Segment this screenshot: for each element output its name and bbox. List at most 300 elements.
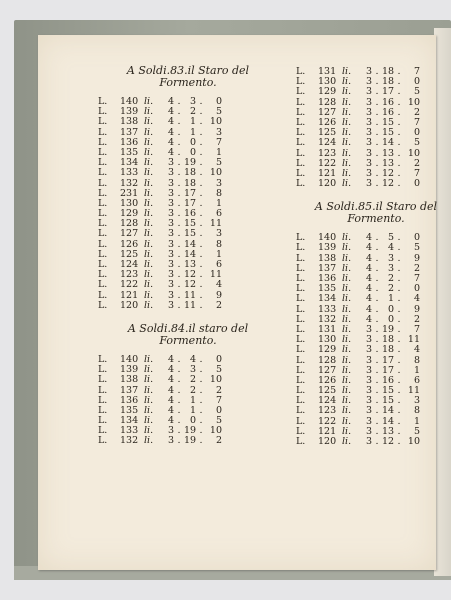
row-cell: 4 xyxy=(365,262,372,274)
row-cell: 8 xyxy=(413,405,420,417)
row-cell: 127 xyxy=(120,228,139,240)
separator-dot: . xyxy=(397,157,401,169)
separator-dot: . xyxy=(375,137,379,149)
row-cell: L. xyxy=(98,384,108,396)
separator-dot: . xyxy=(375,273,379,284)
separator-dot: . xyxy=(177,146,181,158)
separator-dot: . xyxy=(177,228,181,240)
row-cell: 17 xyxy=(382,364,395,376)
separator-dot: . xyxy=(199,269,203,281)
row-cell: 120 xyxy=(120,299,139,311)
row-cell: 121 xyxy=(318,425,337,437)
separator-dot: . xyxy=(199,126,203,138)
row-cell: 3 xyxy=(365,425,372,437)
row-cell: 4 xyxy=(365,252,372,264)
row-cell: 3 xyxy=(167,299,174,311)
row-cell: 123 xyxy=(318,147,337,159)
row-cell: 7 xyxy=(413,323,420,335)
separator-dot: . xyxy=(199,394,203,406)
row-cell: 2 xyxy=(215,384,222,396)
table-section xyxy=(296,67,451,189)
row-cell: L. xyxy=(296,106,306,118)
separator-dot: . xyxy=(199,197,203,209)
row-cell: 0 xyxy=(413,76,420,88)
separator-dot: . xyxy=(177,404,181,416)
separator-dot: . xyxy=(177,384,181,396)
row-cell: 2 xyxy=(413,157,420,169)
row-cell: 129 xyxy=(120,208,139,220)
row-cell: 17 xyxy=(184,197,197,209)
separator-dot: . xyxy=(397,232,401,244)
separator-dot: . xyxy=(177,435,181,447)
separator-dot: . xyxy=(375,415,379,427)
separator-dot: . xyxy=(397,323,401,335)
row-cell: 128 xyxy=(318,354,337,366)
row-cell: 15 xyxy=(382,395,395,407)
row-cell: li. xyxy=(144,364,154,376)
row-cell: 134 xyxy=(318,293,337,305)
separator-dot: . xyxy=(375,344,379,356)
row-cell: 14 xyxy=(184,238,197,250)
row-cell: 3 xyxy=(365,405,372,417)
row-cell: 7 xyxy=(215,136,222,148)
row-cell: 3 xyxy=(167,218,174,230)
row-cell: 130 xyxy=(318,76,337,88)
row-cell: L. xyxy=(98,177,108,189)
row-cell: L. xyxy=(98,269,108,281)
heading-line: Formento. xyxy=(159,76,217,89)
row-cell: li. xyxy=(144,228,154,240)
row-cell: 0 xyxy=(413,178,420,190)
row-cell: 4 xyxy=(413,344,420,356)
row-cell: 2 xyxy=(413,262,420,274)
row-cell: li. xyxy=(342,405,352,417)
row-cell: 3 xyxy=(167,248,174,260)
row-cell: L. xyxy=(98,197,108,209)
row-cell: 3 xyxy=(215,177,222,189)
separator-dot: . xyxy=(199,435,203,447)
row-cell: 134 xyxy=(120,415,139,427)
separator-dot: . xyxy=(177,197,181,209)
row-cell: L. xyxy=(98,136,108,148)
row-cell: 3 xyxy=(167,238,174,250)
separator-dot: . xyxy=(375,334,379,346)
row-cell: 231 xyxy=(120,187,139,199)
row-cell: L. xyxy=(296,157,306,169)
row-cell: 12 xyxy=(382,178,395,190)
row-cell: L. xyxy=(98,279,108,291)
row-cell: L. xyxy=(296,323,306,335)
row-cell: 124 xyxy=(120,259,139,270)
separator-dot: . xyxy=(397,313,401,325)
row-cell: 3 xyxy=(365,106,372,118)
row-cell: 10 xyxy=(407,147,420,159)
row-cell: L. xyxy=(98,435,108,447)
row-cell: 120 xyxy=(318,178,337,190)
row-cell: li. xyxy=(144,136,154,148)
separator-dot: . xyxy=(397,283,401,295)
row-cell: L. xyxy=(98,126,108,138)
row-cell: 4 xyxy=(167,415,174,427)
row-cell: 3 xyxy=(365,374,372,386)
row-cell: li. xyxy=(342,96,352,108)
row-cell: 138 xyxy=(120,116,139,128)
row-cell: li. xyxy=(342,344,352,356)
separator-dot: . xyxy=(199,289,203,301)
row-cell: 15 xyxy=(184,228,197,240)
row-cell: L. xyxy=(296,395,306,407)
row-cell: L. xyxy=(98,218,108,230)
row-cell: L. xyxy=(296,76,306,88)
row-cell: 4 xyxy=(387,242,394,254)
row-cell: 10 xyxy=(209,374,222,386)
row-cell: 1 xyxy=(189,116,196,128)
row-cell: L. xyxy=(296,178,306,190)
row-cell: 132 xyxy=(120,435,139,447)
row-cell: 3 xyxy=(167,177,174,189)
row-cell: li. xyxy=(342,273,352,284)
row-cell: 137 xyxy=(318,262,337,274)
heading-line: A Soldi.85.il Staro del xyxy=(314,200,438,214)
row-cell: 3 xyxy=(387,262,394,274)
row-cell: 11 xyxy=(407,334,420,346)
row-cell: 5 xyxy=(215,157,222,169)
row-cell: 11 xyxy=(209,218,222,230)
row-cell: 4 xyxy=(167,374,174,386)
separator-dot: . xyxy=(375,405,379,417)
row-cell: 4 xyxy=(167,404,174,416)
row-cell: 0 xyxy=(387,303,394,315)
row-cell: 14 xyxy=(382,405,395,417)
row-cell: 127 xyxy=(318,106,337,118)
row-cell: 5 xyxy=(215,415,222,427)
separator-dot: . xyxy=(177,299,181,311)
separator-dot: . xyxy=(199,167,203,179)
left-column xyxy=(98,65,278,447)
row-cell: 3 xyxy=(167,425,174,437)
row-cell: L. xyxy=(98,187,108,199)
row-cell: 0 xyxy=(413,127,420,139)
row-cell: L. xyxy=(296,242,306,254)
separator-dot: . xyxy=(375,354,379,366)
table-row xyxy=(296,437,451,447)
separator-dot: . xyxy=(375,66,379,77)
table-row xyxy=(296,179,451,189)
separator-dot: . xyxy=(375,436,379,447)
row-cell: li. xyxy=(342,436,352,447)
row-cell: 139 xyxy=(120,364,139,376)
separator-dot: . xyxy=(375,364,379,376)
row-cell: L. xyxy=(98,299,108,311)
row-cell: L. xyxy=(98,248,108,260)
row-cell: li. xyxy=(144,106,154,118)
row-cell: 121 xyxy=(318,167,337,179)
row-cell: 125 xyxy=(120,248,139,260)
row-cell: li. xyxy=(342,252,352,264)
row-cell: L. xyxy=(296,66,306,77)
separator-dot: . xyxy=(177,353,181,365)
row-cell: li. xyxy=(144,187,154,199)
row-cell: 4 xyxy=(167,106,174,118)
row-cell: 3 xyxy=(365,157,372,169)
row-cell: 7 xyxy=(413,167,420,179)
heading-line: A Soldi.84.il staro del xyxy=(127,321,249,335)
row-cell: L. xyxy=(296,273,306,284)
separator-dot: . xyxy=(397,127,401,139)
row-cell: 4 xyxy=(365,232,372,244)
table-row xyxy=(98,436,278,446)
row-cell: 1 xyxy=(215,248,222,260)
heading-line: A Soldi.83.il Staro del xyxy=(126,64,250,77)
row-cell: 1 xyxy=(215,197,222,209)
row-cell: 7 xyxy=(215,394,222,406)
row-cell: 123 xyxy=(120,269,139,281)
separator-dot: . xyxy=(199,218,203,230)
separator-dot: . xyxy=(199,177,203,189)
row-cell: 8 xyxy=(215,238,222,250)
row-cell: L. xyxy=(98,157,108,169)
row-cell: li. xyxy=(144,384,154,396)
row-cell: 10 xyxy=(209,167,222,179)
row-cell: 3 xyxy=(167,208,174,220)
row-cell: 4 xyxy=(215,279,222,291)
separator-dot: . xyxy=(177,218,181,230)
row-cell: L. xyxy=(98,374,108,386)
separator-dot: . xyxy=(375,127,379,139)
separator-dot: . xyxy=(199,136,203,148)
row-cell: 125 xyxy=(318,385,337,397)
row-cell: 2 xyxy=(215,299,222,311)
row-cell: 3 xyxy=(365,66,372,77)
row-cell: L. xyxy=(98,415,108,427)
row-cell: 122 xyxy=(318,157,337,169)
row-cell: 2 xyxy=(215,435,222,447)
row-cell: L. xyxy=(296,137,306,149)
row-cell: li. xyxy=(144,177,154,189)
row-cell: 8 xyxy=(413,354,420,366)
section-heading xyxy=(98,65,278,89)
separator-dot: . xyxy=(397,436,401,447)
row-cell: 3 xyxy=(167,228,174,240)
row-cell: 15 xyxy=(184,218,197,230)
row-cell: 18 xyxy=(184,167,197,179)
separator-dot: . xyxy=(199,146,203,158)
row-cell: 4 xyxy=(167,116,174,128)
row-cell: li. xyxy=(144,167,154,179)
row-cell: 122 xyxy=(120,279,139,291)
separator-dot: . xyxy=(177,425,181,437)
separator-dot: . xyxy=(397,178,401,190)
row-cell: 5 xyxy=(413,86,420,98)
separator-dot: . xyxy=(199,374,203,386)
row-cell: 7 xyxy=(413,116,420,128)
row-cell: li. xyxy=(342,354,352,366)
separator-dot: . xyxy=(375,313,379,325)
row-cell: 4 xyxy=(365,303,372,315)
separator-dot: . xyxy=(177,177,181,189)
row-cell: 3 xyxy=(167,197,174,209)
row-cell: 4 xyxy=(167,136,174,148)
row-cell: li. xyxy=(144,238,154,250)
row-cell: 10 xyxy=(407,436,420,447)
row-cell: 138 xyxy=(318,252,337,264)
separator-dot: . xyxy=(397,76,401,88)
row-cell: li. xyxy=(144,208,154,220)
row-cell: L. xyxy=(98,116,108,128)
table-section xyxy=(98,65,278,311)
row-cell: li. xyxy=(144,126,154,138)
row-cell: 16 xyxy=(184,208,197,220)
row-cell: L. xyxy=(98,353,108,365)
row-cell: li. xyxy=(342,178,352,190)
row-cell: 3 xyxy=(413,395,420,407)
row-cell: 0 xyxy=(215,353,222,365)
separator-dot: . xyxy=(397,293,401,305)
row-cell: 131 xyxy=(318,323,337,335)
table-section xyxy=(296,201,451,447)
table-row xyxy=(98,375,278,385)
row-cell: li. xyxy=(144,394,154,406)
row-cell: 126 xyxy=(318,116,337,128)
row-cell: 1 xyxy=(189,404,196,416)
separator-dot: . xyxy=(397,167,401,179)
row-cell: 3 xyxy=(365,415,372,427)
row-cell: L. xyxy=(98,289,108,301)
row-cell: 131 xyxy=(318,66,337,77)
separator-dot: . xyxy=(199,187,203,199)
row-cell: li. xyxy=(144,299,154,311)
row-cell: 3 xyxy=(167,167,174,179)
row-cell: L. xyxy=(296,425,306,437)
row-cell: 132 xyxy=(318,313,337,325)
separator-dot: . xyxy=(375,283,379,295)
row-cell: 129 xyxy=(318,344,337,356)
row-cell: 18 xyxy=(382,76,395,88)
row-cell: 128 xyxy=(318,96,337,108)
row-cell: 3 xyxy=(365,364,372,376)
row-cell: 10 xyxy=(209,116,222,128)
row-cell: li. xyxy=(144,404,154,416)
row-cell: 0 xyxy=(215,96,222,107)
separator-dot: . xyxy=(177,106,181,118)
row-cell: 3 xyxy=(167,435,174,447)
separator-dot: . xyxy=(397,252,401,264)
row-cell: 140 xyxy=(120,96,139,107)
row-cell: 19 xyxy=(382,323,395,335)
row-cell: 135 xyxy=(318,283,337,295)
row-cell: 0 xyxy=(215,404,222,416)
row-cell: li. xyxy=(342,167,352,179)
row-cell: 1 xyxy=(413,415,420,427)
row-cell: 122 xyxy=(318,415,337,427)
row-cell: 3 xyxy=(365,116,372,128)
row-cell: 125 xyxy=(318,127,337,139)
row-cell: 5 xyxy=(215,106,222,118)
row-cell: L. xyxy=(296,313,306,325)
row-cell: 5 xyxy=(413,425,420,437)
separator-dot: . xyxy=(375,232,379,244)
row-cell: L. xyxy=(296,147,306,159)
row-cell: 124 xyxy=(318,137,337,149)
row-cell: 140 xyxy=(120,353,139,365)
row-cell: L. xyxy=(98,394,108,406)
row-cell: li. xyxy=(342,425,352,437)
row-cell: 2 xyxy=(189,374,196,386)
row-cell: 12 xyxy=(382,167,395,179)
separator-dot: . xyxy=(199,384,203,396)
row-cell: 5 xyxy=(387,232,394,244)
row-cell: 14 xyxy=(382,137,395,149)
row-cell: L. xyxy=(98,259,108,270)
row-cell: 3 xyxy=(365,147,372,159)
row-cell: li. xyxy=(342,313,352,325)
row-cell: 4 xyxy=(189,353,196,365)
row-cell: 3 xyxy=(167,279,174,291)
row-cell: li. xyxy=(144,289,154,301)
row-cell: 134 xyxy=(120,157,139,169)
heading-line: Formento. xyxy=(159,333,217,347)
row-cell: 1 xyxy=(189,126,196,138)
row-cell: 2 xyxy=(189,106,196,118)
separator-dot: . xyxy=(375,385,379,397)
separator-dot: . xyxy=(397,273,401,284)
row-cell: 3 xyxy=(365,96,372,108)
separator-dot: . xyxy=(375,262,379,274)
row-cell: 124 xyxy=(318,395,337,407)
row-cell: 0 xyxy=(189,415,196,427)
row-cell: li. xyxy=(342,323,352,335)
section-heading xyxy=(296,201,451,225)
row-cell: L. xyxy=(296,344,306,356)
separator-dot: . xyxy=(397,405,401,417)
row-cell: L. xyxy=(98,167,108,179)
row-cell: 3 xyxy=(365,344,372,356)
row-cell: li. xyxy=(342,76,352,88)
separator-dot: . xyxy=(199,208,203,220)
row-cell: 9 xyxy=(215,289,222,301)
row-cell: li. xyxy=(342,334,352,346)
row-cell: 4 xyxy=(167,126,174,138)
heading-line: Formento. xyxy=(347,212,405,226)
row-cell: 2 xyxy=(387,283,394,295)
row-cell: 17 xyxy=(382,354,395,366)
separator-dot: . xyxy=(177,248,181,260)
separator-dot: . xyxy=(397,116,401,128)
right-column xyxy=(296,67,451,447)
separator-dot: . xyxy=(177,415,181,427)
row-cell: 8 xyxy=(215,187,222,199)
row-cell: li. xyxy=(144,96,154,107)
row-cell: L. xyxy=(98,228,108,240)
row-cell: 18 xyxy=(382,344,395,356)
row-cell: 3 xyxy=(365,167,372,179)
separator-dot: . xyxy=(177,126,181,138)
row-cell: li. xyxy=(144,146,154,158)
separator-dot: . xyxy=(397,385,401,397)
row-cell: 9 xyxy=(413,303,420,315)
row-cell: 4 xyxy=(167,364,174,376)
row-cell: 4 xyxy=(365,293,372,305)
row-cell: 3 xyxy=(167,259,174,270)
row-cell: 13 xyxy=(184,259,197,270)
row-cell: 2 xyxy=(413,313,420,325)
row-cell: 136 xyxy=(318,273,337,284)
row-cell: 123 xyxy=(318,405,337,417)
separator-dot: . xyxy=(177,374,181,386)
row-cell: 14 xyxy=(184,248,197,260)
separator-dot: . xyxy=(375,252,379,264)
row-cell: li. xyxy=(342,127,352,139)
